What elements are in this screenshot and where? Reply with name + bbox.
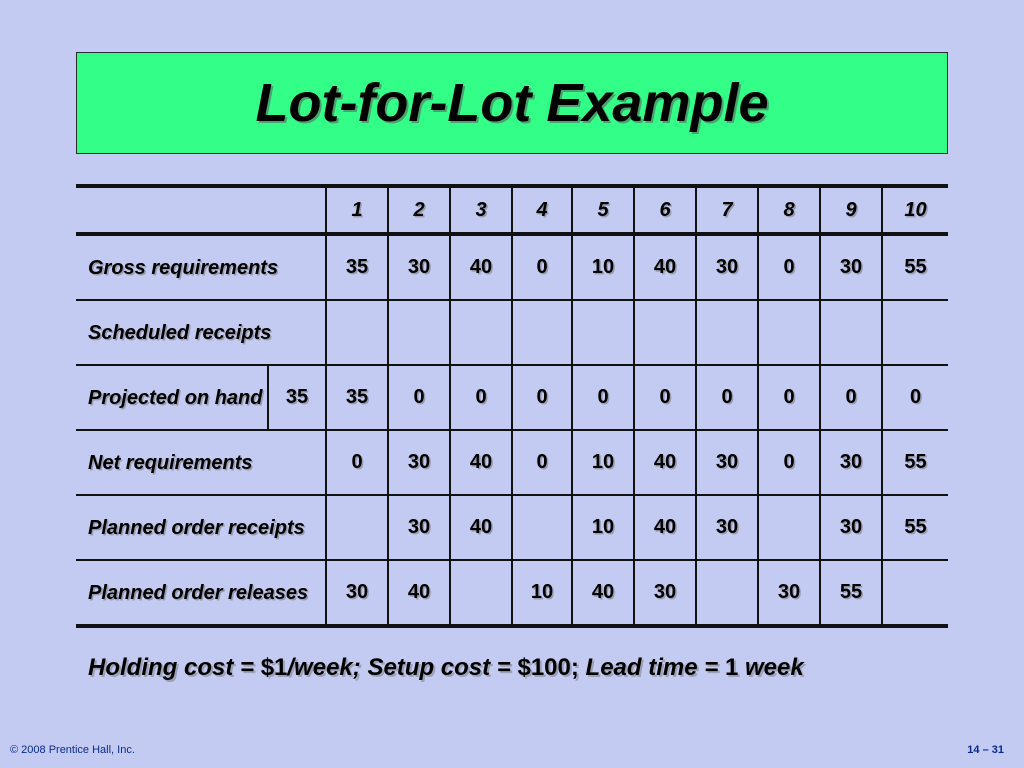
table-cell: [326, 300, 388, 365]
lead-time-value: 1: [724, 654, 739, 681]
table-row: [76, 234, 948, 300]
table-cell: 30: [696, 495, 758, 560]
table-row: [76, 560, 948, 626]
period-header-row: [76, 186, 948, 234]
lead-time-label: Lead time =: [585, 654, 725, 681]
period-header-cell: 3: [450, 186, 512, 234]
table-cell: 0: [634, 365, 696, 430]
table-cell: [758, 495, 820, 560]
table-cell: 0: [696, 365, 758, 430]
row-label: Planned order receipts: [76, 495, 326, 560]
table-cell: 0: [512, 430, 572, 495]
period-header-cell: 5: [572, 186, 634, 234]
table-row: [76, 430, 948, 495]
table-cell: 40: [634, 495, 696, 560]
note-separator: ;: [570, 654, 586, 681]
header-blank-cell: [76, 186, 326, 234]
table-cell: 30: [388, 430, 450, 495]
table-cell: 40: [450, 430, 512, 495]
table-cell: 40: [388, 560, 450, 626]
table-cell: 0: [758, 365, 820, 430]
table-cell: 0: [512, 234, 572, 300]
table-cell: 35: [326, 234, 388, 300]
row-label: Planned order releases: [76, 560, 326, 626]
title-banner: [76, 52, 948, 154]
table-cell: [820, 300, 882, 365]
table-cell: [882, 560, 948, 626]
table-cell: 55: [882, 495, 948, 560]
table-cell: 0: [572, 365, 634, 430]
table-cell: 40: [634, 234, 696, 300]
table-cell: [572, 300, 634, 365]
table-cell: 30: [820, 430, 882, 495]
table-cell: 10: [572, 430, 634, 495]
table-row: [76, 365, 948, 430]
holding-cost-value: $1: [260, 654, 288, 681]
period-header-cell: 6: [634, 186, 696, 234]
table-cell: 55: [882, 430, 948, 495]
table-cell: 10: [512, 560, 572, 626]
period-header-cell: 2: [388, 186, 450, 234]
table-cell: [634, 300, 696, 365]
table-cell: 30: [696, 234, 758, 300]
table-cell: 30: [820, 234, 882, 300]
period-header-cell: 10: [882, 186, 948, 234]
on-hand-cell: 35: [268, 365, 326, 430]
table-cell: 0: [882, 365, 948, 430]
table-cell: 40: [450, 495, 512, 560]
row-label: Projected on hand: [76, 365, 268, 430]
table-cell: 55: [882, 234, 948, 300]
table-cell: 10: [572, 495, 634, 560]
table-cell: 0: [388, 365, 450, 430]
table-cell: [450, 560, 512, 626]
table-cell: 55: [820, 560, 882, 626]
table-cell: 10: [572, 234, 634, 300]
copyright-footer: © 2008 Prentice Hall, Inc.: [10, 744, 135, 756]
table-cell: [512, 300, 572, 365]
table-cell: 40: [634, 430, 696, 495]
table-row: [76, 495, 948, 560]
table-cell: 35: [326, 365, 388, 430]
cost-note: [88, 654, 958, 682]
holding-cost-label: Holding cost =: [88, 654, 261, 681]
slide-title: Lot-for-Lot Example: [255, 73, 769, 133]
table-cell: [326, 495, 388, 560]
table-cell: [512, 495, 572, 560]
period-header-cell: 1: [326, 186, 388, 234]
table-cell: 0: [758, 430, 820, 495]
table-cell: 30: [388, 234, 450, 300]
table-cell: 30: [820, 495, 882, 560]
table-cell: [450, 300, 512, 365]
setup-cost-label: Setup cost =: [367, 654, 518, 681]
table-cell: 40: [572, 560, 634, 626]
table-cell: 0: [450, 365, 512, 430]
period-header-cell: 4: [512, 186, 572, 234]
table-cell: 0: [512, 365, 572, 430]
row-label: Scheduled receipts: [76, 300, 326, 365]
period-header-cell: 9: [820, 186, 882, 234]
setup-cost-value: $100: [517, 654, 571, 681]
table-cell: 0: [326, 430, 388, 495]
table-cell: [388, 300, 450, 365]
table-cell: 30: [388, 495, 450, 560]
table-cell: 30: [634, 560, 696, 626]
table-cell: [758, 300, 820, 365]
table-cell: 0: [820, 365, 882, 430]
table-cell: 30: [758, 560, 820, 626]
table-cell: 30: [696, 430, 758, 495]
row-label: Gross requirements: [76, 234, 326, 300]
table-cell: [696, 300, 758, 365]
mrp-table: [76, 184, 948, 628]
lead-time-unit: week: [738, 654, 804, 681]
table-cell: 40: [450, 234, 512, 300]
period-header-cell: 8: [758, 186, 820, 234]
table-row: [76, 300, 948, 365]
row-label: Net requirements: [76, 430, 326, 495]
holding-cost-unit: /week;: [287, 654, 368, 681]
period-header-cell: 7: [696, 186, 758, 234]
table-cell: [696, 560, 758, 626]
slide-number: 14 – 31: [967, 744, 1004, 756]
table-cell: 0: [758, 234, 820, 300]
table-cell: 30: [326, 560, 388, 626]
table-cell: [882, 300, 948, 365]
